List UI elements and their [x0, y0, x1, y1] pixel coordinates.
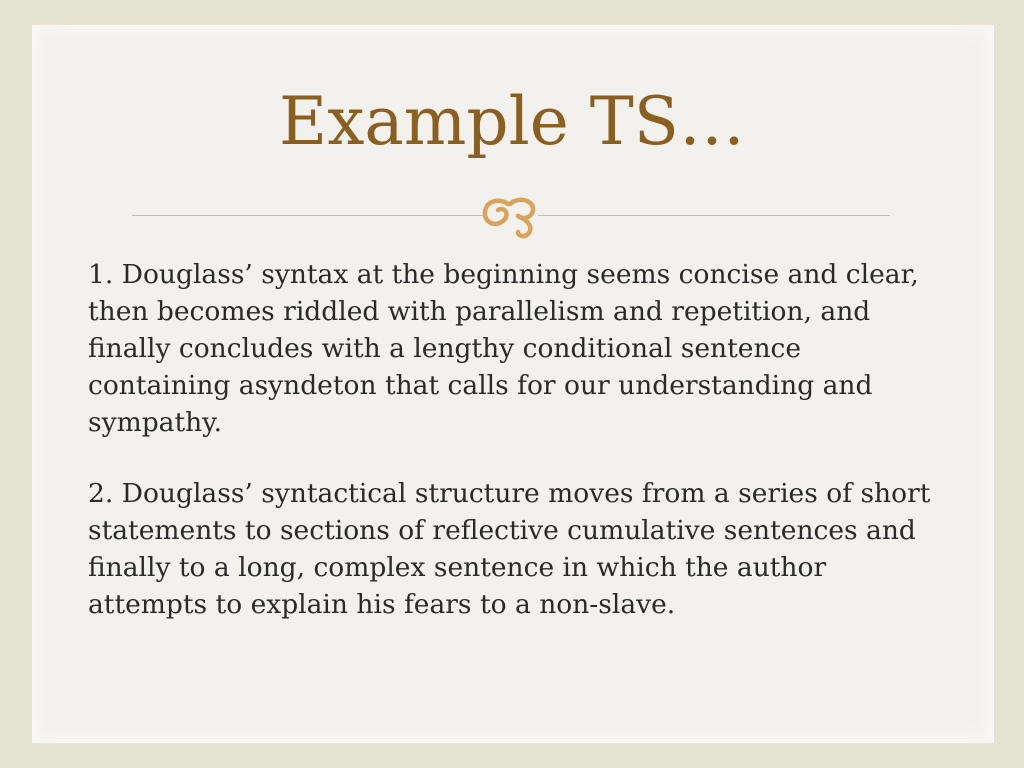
paragraph-1: 1. Douglass’ syntax at the beginning seems concise and clear, then becomes riddled with parallelism and repetition, and finally concludes with a lengthy conditional sentence containing asyndeton that calls for our understanding and sympathy.: [88, 259, 919, 438]
paragraph-2: 2. Douglass’ syntactical structure moves from a series of short statements to sections of reflective cumulative sentences and finally to a long, complex sentence in which the author attempts to explain his fears to a non-slave.: [88, 478, 931, 620]
slide-title: Example TS…: [279, 83, 745, 160]
title-divider-left: [132, 215, 484, 216]
flourish-icon: [478, 190, 546, 240]
slide-body: [88, 256, 948, 657]
title-divider-right: [538, 215, 890, 216]
